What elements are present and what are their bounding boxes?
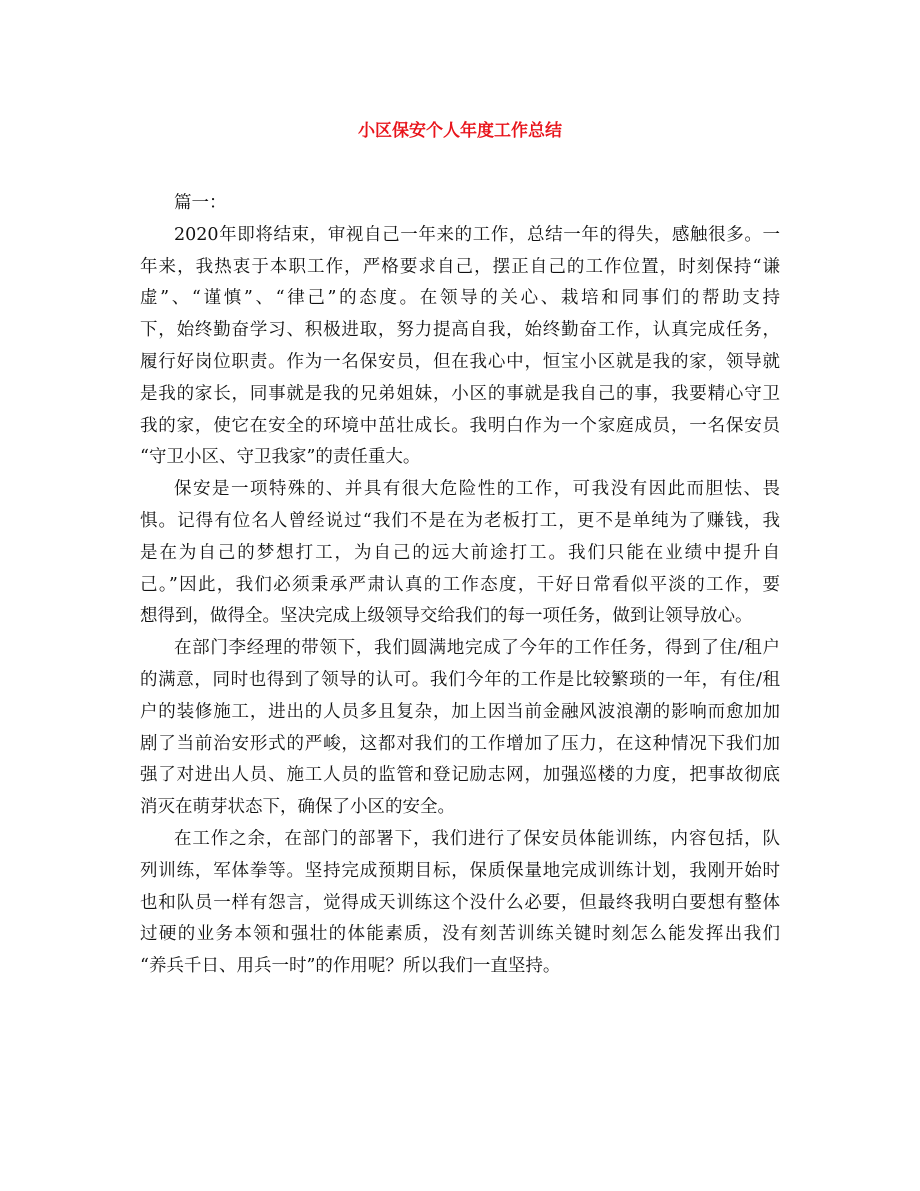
document-body <box>140 188 780 983</box>
paragraph-line: 是在为自己的梦想打工，为自己的远大前途打工。我们只能在业绩中提升自 <box>140 542 780 563</box>
paragraph-line: 保安是一项特殊的、并具有很大危险性的工作，可我没有因此而胆怯、畏 <box>174 479 780 500</box>
paragraph-line: 想得到，做得全。坚决完成上级领导交给我们的每一项任务，做到让领导放心。 <box>140 606 753 627</box>
paragraph-line: 强了对进出人员、施工人员的监管和登记励志网，加强巡楼的力度，把事故彻底 <box>140 765 780 786</box>
paragraph-line: “守卫小区、守卫我家”的责任重大。 <box>140 447 421 468</box>
paragraph-line: 也和队员一样有怨言，觉得成天训练这个没什么必要，但最终我明白要想有整体 <box>140 892 780 913</box>
paragraph-line: 下，始终勤奋学习、积极进取，努力提高自我，始终勤奋工作，认真完成任务， <box>140 320 780 341</box>
paragraph-line: 在工作之余，在部门的部署下，我们进行了保安员体能训练，内容包括，队 <box>174 828 780 849</box>
paragraph-line: “养兵千日、用兵一时”的作用呢？所以我们一直坚持。 <box>140 956 561 977</box>
paragraph-line: 消灭在萌芽状态下，确保了小区的安全。 <box>140 797 455 818</box>
paragraph-line: 过硬的业务本领和强壮的体能素质，没有刻苦训练关键时刻怎么能发挥出我们 <box>140 924 780 945</box>
paragraph-line: 年来，我热衷于本职工作，严格要求自己，摆正自己的工作位置，时刻保持“谦 <box>140 256 780 277</box>
paragraph-line: 在部门李经理的带领下，我们圆满地完成了今年的工作任务，得到了住/租户 <box>174 638 780 659</box>
section-label: 篇一： <box>174 193 227 213</box>
paragraph-line: 我的家，使它在安全的环境中茁壮成长。我明白作为一个家庭成员，一名保安员 <box>140 415 780 436</box>
paragraph-line: 户的装修施工，进出的人员多且复杂，加上因当前金融风波浪潮的影响而愈加加 <box>140 701 780 722</box>
document-title: 小区保安个人年度工作总结 <box>358 121 562 141</box>
paragraph-line: 是我的家长，同事就是我的兄弟姐妹，小区的事就是我自己的事，我要精心守卫 <box>140 383 780 404</box>
paragraph-line: 惧。记得有位名人曾经说过“我们不是在为老板打工，更不是单纯为了赚钱，我 <box>140 510 780 531</box>
paragraph-line: 履行好岗位职责。作为一名保安员，但在我心中，恒宝小区就是我的家，领导就 <box>140 351 780 372</box>
paragraph-line: 2020年即将结束，审视自己一年来的工作，总结一年的得失，感触很多。一 <box>174 224 780 245</box>
paragraph-line: 己。”因此，我们必须秉承严肃认真的工作态度，干好日常看似平淡的工作，要 <box>140 574 780 595</box>
paragraph-line: 列训练，军体拳等。坚持完成预期目标，保质保量地完成训练计划，我刚开始时 <box>140 860 780 881</box>
paragraph-line: 剧了当前治安形式的严峻，这都对我们的工作增加了压力，在这种情况下我们加 <box>140 733 780 754</box>
paragraph-line: 的满意，同时也得到了领导的认可。我们今年的工作是比较繁琐的一年，有住/租 <box>140 669 780 690</box>
paragraph-line: 虚”、“谨慎”、“律己”的态度。在领导的关心、栽培和同事们的帮助支持 <box>140 288 780 309</box>
